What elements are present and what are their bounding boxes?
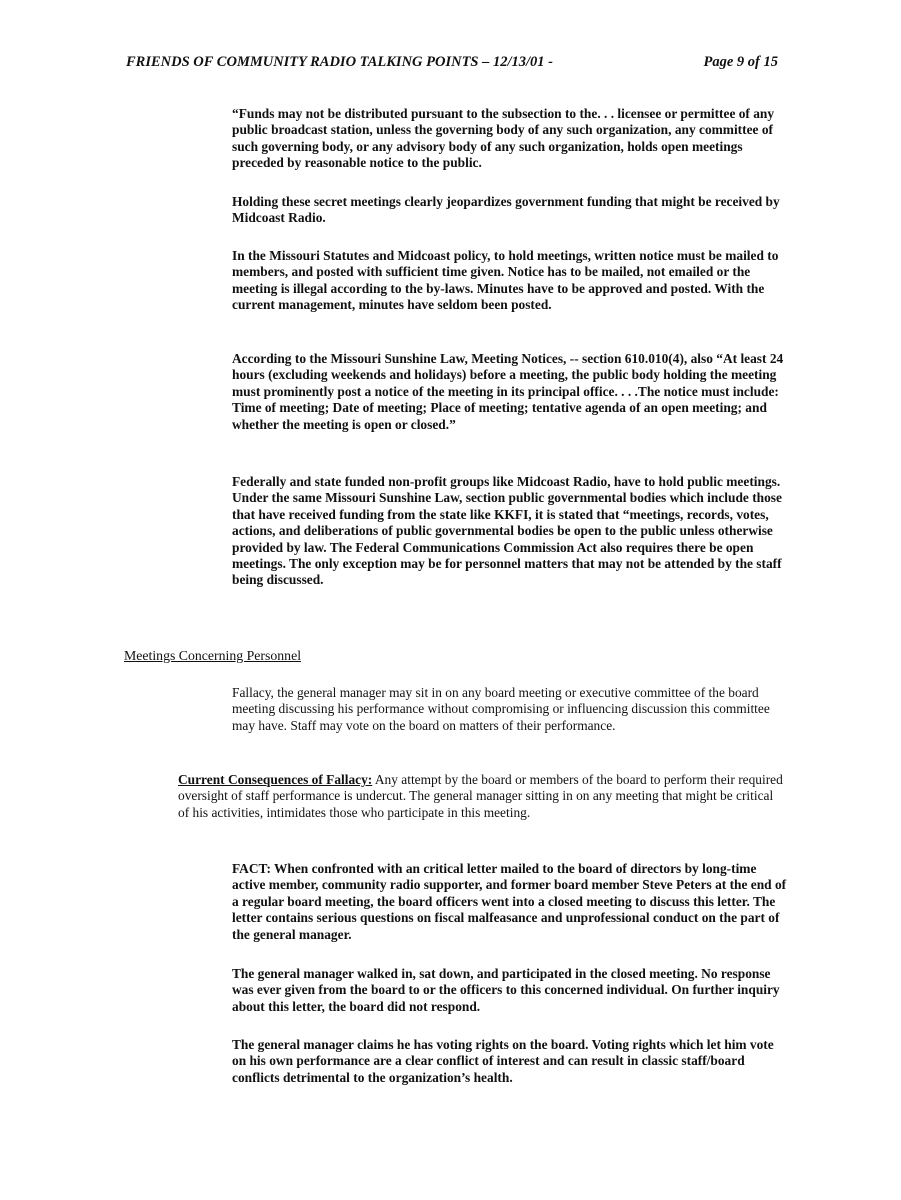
fact-voting-rights-paragraph: The general manager claims he has voting rights on the board. Voting rights which let him vote on his own performance are a clear conflict of interest and can result in classic staff/board conflicts detrimental to the organization’s health. — [232, 1037, 774, 1085]
fallacy-paragraph: Fallacy, the general manager may sit in on any board meeting or executive committee of the board meeting discussing his performance without compromising or influencing discussion this committee may have. Staff may vote on the board on matters of their performance. — [232, 685, 770, 733]
header-page-number: Page 9 of 15 — [703, 54, 778, 70]
consequences-label: Current Consequences of Fallacy: — [178, 772, 373, 787]
fact-closed-meeting-paragraph: The general manager walked in, sat down, and participated in the closed meeting. No response was ever given from the board to or the officers to this concerned individual. On further inquiry about this letter, the board did not respond. — [232, 966, 780, 1014]
fact-critical-letter-paragraph: FACT: When confronted with an critical letter mailed to the board of directors by long-time active member, community radio supporter, and former board member Steve Peters at the end of a regular board meeting, the board officers went into a closed meeting to discuss this letter. The letter contains serious questions on fiscal malfeasance and unprofessional conduct on the part of the general manager. — [232, 861, 787, 942]
section-title-meetings-personnel: Meetings Concerning Personnel — [124, 648, 302, 663]
page-header — [126, 54, 778, 71]
sunshine-law-paragraph: According to the Missouri Sunshine Law, Meeting Notices, -- section 610.010(4), also “At least 24 hours (excluding weekends and holidays) before a meeting, the public body holding the meeting must prominently post a notice of the meeting in its principal office. . . .The notice must include: Time of meeting; Date of meeting; Place of meeting; tentative agenda of an open meeting; and whether the meeting is open or closed.” — [232, 351, 784, 432]
consequences-text: Any attempt by the board or members of the board to perform their required oversight of staff performance is undercut. The general manager sitting in on any meeting that might be critical of his activities, intimidates those who participate in this meeting. — [178, 772, 783, 820]
consequences-paragraph — [178, 772, 786, 821]
public-meetings-paragraph: Federally and state funded non-profit groups like Midcoast Radio, have to hold public meetings. Under the same Missouri Sunshine Law, section public governmental bodies which include those that have received funding from the state like KKFI, it is stated that “meetings, records, votes, actions, and deliberations of public governmental bodies be open to the public unless otherwise provided by law. The Federal Communications Commission Act also requires there be open meetings. The only exception may be for personnel matters that may not be attended by the staff being discussed. — [232, 474, 782, 588]
quote-funds-paragraph: “Funds may not be distributed pursuant to the subsection to the. . . licensee or permittee of any public broadcast station, unless the governing body of any such organization, any committee of such governing body, or any advisory body of any such organization, holds open meetings preceded by reasonable notice to the public. — [232, 106, 775, 171]
secret-meetings-paragraph: Holding these secret meetings clearly jeopardizes government funding that might be received by Midcoast Radio. — [232, 194, 780, 226]
missouri-statutes-paragraph: In the Missouri Statutes and Midcoast policy, to hold meetings, written notice must be mailed to members, and posted with sufficient time given. Notice has to be mailed, not emailed or the meeting is illegal according to the by-laws. Minutes have to be approved and posted. With the current management, minutes have seldom been posted. — [232, 248, 779, 313]
header-title: FRIENDS OF COMMUNITY RADIO TALKING POINTS – 12/13/01 - — [126, 54, 554, 70]
